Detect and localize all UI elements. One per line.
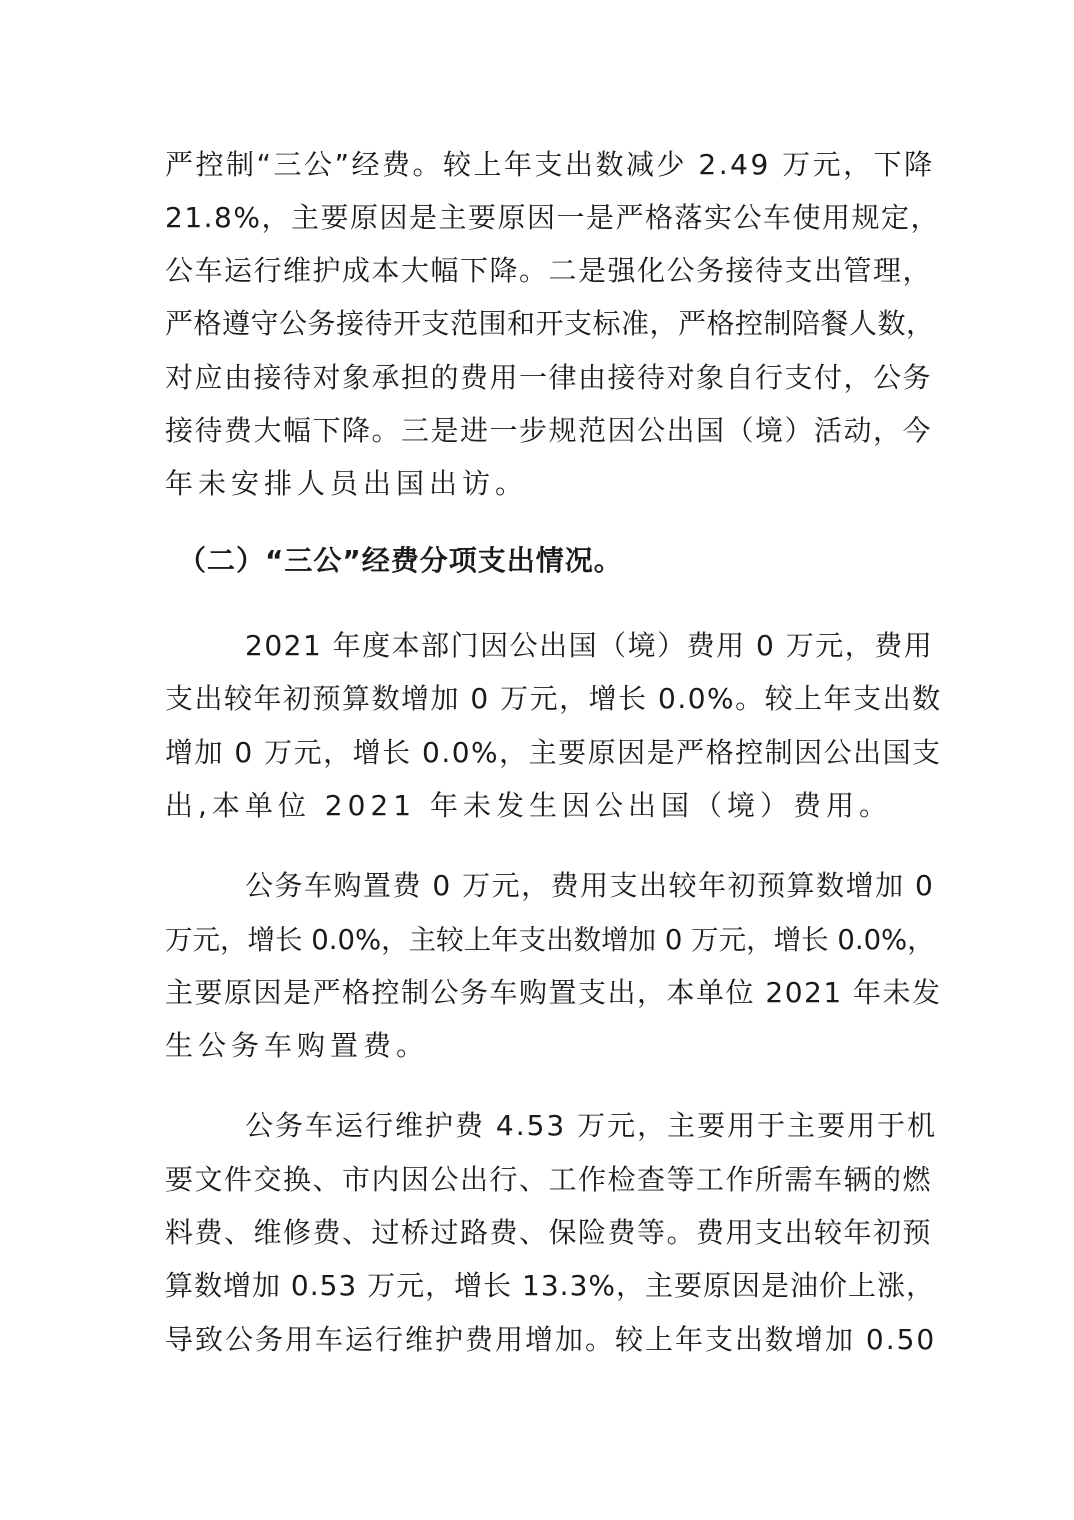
paragraph-4-line-1: 公务车运行维护费 4.53 万元，主要用于主要用于机 xyxy=(245,1109,938,1142)
paragraph-3-line-1: 公务车购置费 0 万元，费用支出较年初预算数增加 0 xyxy=(245,869,935,902)
section-heading: （二）“三公”经费分项支出情况。 xyxy=(178,544,623,577)
paragraph-2-line-1: 2021 年度本部门因公出国（境）费用 0 万元，费用 xyxy=(245,629,934,662)
paragraph-4-line-2: 要文件交换、市内因公出行、工作检查等工作所需车辆的燃 xyxy=(165,1163,933,1196)
paragraph-2-line-2: 支出较年初预算数增加 0 万元，增长 0.0%。较上年支出数 xyxy=(165,682,942,715)
paragraph-1-line-1: 严控制“三公”经费。较上年支出数减少 2.49 万元，下降 xyxy=(165,148,935,181)
paragraph-1-line-4: 严格遵守公务接待开支范围和开支标准，严格控制陪餐人数， xyxy=(165,307,935,340)
paragraph-1-line-6: 接待费大幅下降。三是进一步规范因公出国（境）活动，今 xyxy=(165,414,933,447)
paragraph-1-line-2: 21.8%，主要原因是主要原因一是严格落实公车使用规定， xyxy=(165,201,940,234)
paragraph-1-line-5: 对应由接待对象承担的费用一律由接待对象自行支付，公务 xyxy=(165,361,933,394)
paragraph-2-line-3: 增加 0 万元，增长 0.0%，主要原因是严格控制因公出国支 xyxy=(165,736,942,769)
paragraph-1-line-7: 年未安排人员出国出访。 xyxy=(165,467,529,500)
paragraph-3-line-2: 万元，增长 0.0%，主较上年支出数增加 0 万元，增长 0.0%， xyxy=(165,924,935,956)
paragraph-1-line-3: 公车运行维护成本大幅下降。二是强化公务接待支出管理， xyxy=(165,254,933,287)
paragraph-2-line-4: 出,本单位 2021 年未发生因公出国（境）费用。 xyxy=(165,789,892,822)
paragraph-4-line-4: 算数增加 0.53 万元，增长 13.3%，主要原因是油价上涨， xyxy=(165,1269,935,1302)
paragraph-4-line-5: 导致公务用车运行维护费用增加。较上年支出数增加 0.50 xyxy=(165,1323,937,1356)
paragraph-4-line-3: 料费、维修费、过桥过路费、保险费等。费用支出较年初预 xyxy=(165,1216,933,1249)
paragraph-3-line-4: 生公务车购置费。 xyxy=(165,1029,430,1062)
paragraph-3-line-3: 主要原因是严格控制公务车购置支出，本单位 2021 年未发 xyxy=(165,976,942,1009)
